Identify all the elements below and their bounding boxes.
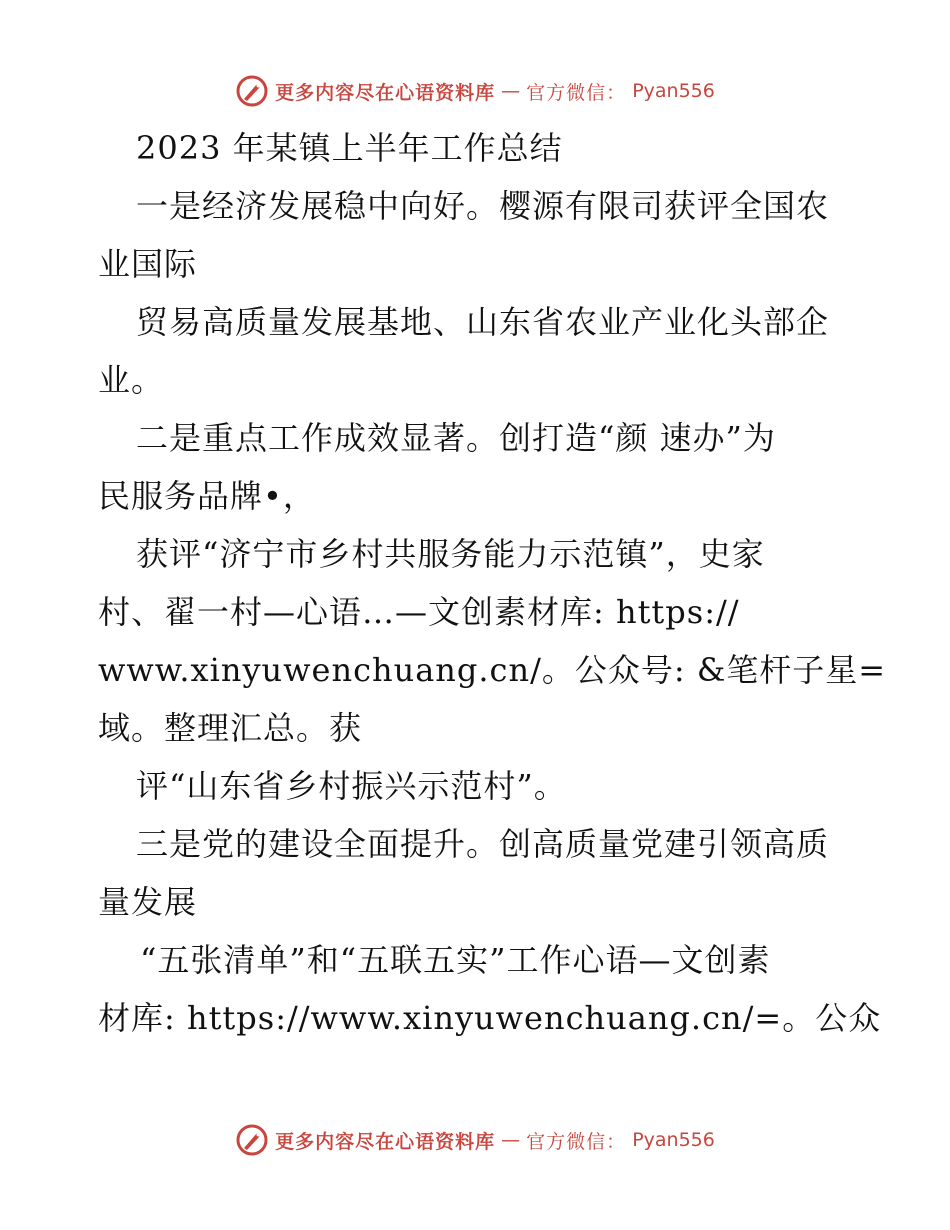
paragraph-line: 二是重点工作成效显著。创打造“颜 速办”为 xyxy=(136,419,776,457)
banner-wechat-id: Pyan556 xyxy=(632,80,715,102)
banner-separator: — xyxy=(501,80,521,102)
pen-logo-icon xyxy=(235,1123,269,1157)
paragraph-line: 业国际 xyxy=(98,245,198,283)
banner-main-text: 更多内容尽在心语资料库 xyxy=(275,1130,496,1153)
banner-wechat-label: 官方微信： xyxy=(526,81,627,104)
paragraph-line: 民服务品牌•， xyxy=(98,477,316,515)
paragraph-line: www.xinyuwenchuang.cn/。公众号: &笔杆子星= xyxy=(98,651,887,689)
paragraph-line: 评“山东省乡村振兴示范村”。 xyxy=(136,767,567,805)
paragraph-line: 域。整理汇总。获 xyxy=(98,709,363,747)
banner-wechat-id: Pyan556 xyxy=(632,1129,715,1151)
paragraph-line: 一是经济发展稳中向好。樱源有限司获评全国农 xyxy=(136,187,830,225)
footer-banner xyxy=(0,1123,950,1157)
pen-logo-icon xyxy=(235,74,269,108)
document-title: 2023 年某镇上半年工作总结 xyxy=(136,129,563,167)
paragraph-line: “五张清单”和“五联五实”工作心语—文创素 xyxy=(140,941,771,979)
paragraph-line: 村、翟一村—心语…—文创素材库: https:// xyxy=(98,593,740,631)
paragraph-line: 业。 xyxy=(98,361,165,399)
paragraph-line: 获评“济宁市乡村共服务能力示范镇”，史家 xyxy=(136,535,765,573)
header-banner xyxy=(0,74,950,108)
banner-separator: — xyxy=(501,1129,521,1151)
paragraph-line: 三是党的建设全面提升。创高质量党建引领高质 xyxy=(136,825,830,863)
paragraph-line: 量发展 xyxy=(98,883,198,921)
banner-main-text: 更多内容尽在心语资料库 xyxy=(275,81,496,104)
paragraph-line: 贸易高质量发展基地、山东省农业产业化头部企 xyxy=(136,303,830,341)
banner-wechat-label: 官方微信： xyxy=(526,1130,627,1153)
paragraph-line: 材库: https://www.xinyuwenchuang.cn/=。公众 xyxy=(98,999,882,1037)
